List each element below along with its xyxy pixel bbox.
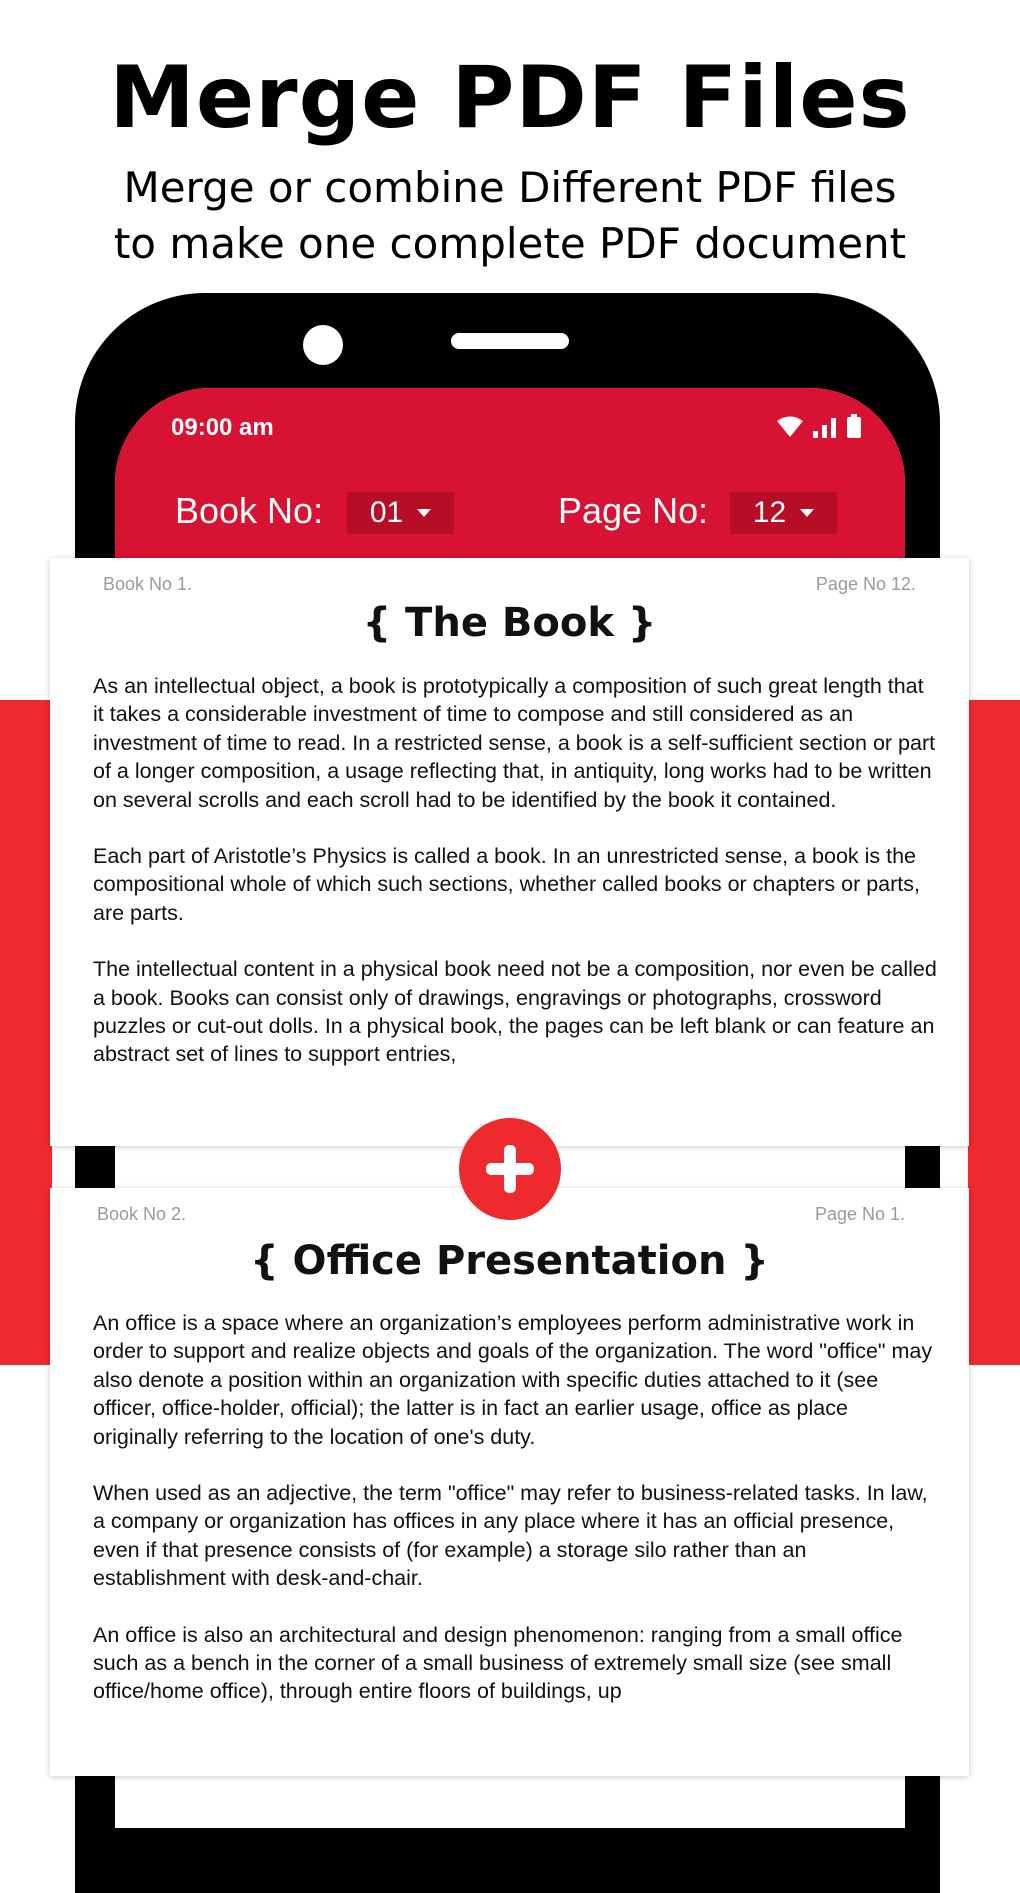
- document-title: { Office Presentation }: [250, 1238, 769, 1284]
- signal-icon: [813, 416, 837, 438]
- document-body: [93, 1309, 938, 1734]
- plus-icon: [484, 1143, 536, 1195]
- document-paragraph: As an intellectual object, a book is prototypically a composition of such great length that it takes a considerable investment of time to compose and still considered as an investment of time to read. In a restricted sense, a book is a self-sufficient section or part of a longer composition, a usage reflecting that, in antiquity, long works had to be written on several scrolls and each scroll had to be identified by the book it contained.: [93, 674, 936, 812]
- camera-dot: [303, 325, 343, 365]
- wifi-icon: [777, 416, 803, 438]
- promo-headline: Merge PDF Files: [109, 48, 911, 148]
- document-card-2[interactable]: [50, 1188, 969, 1776]
- book-number-value: 01: [369, 496, 404, 529]
- document-title: { The Book }: [362, 600, 657, 646]
- page-number-text: Page No 1.: [814, 1204, 905, 1224]
- status-time: 09:00 am: [171, 414, 274, 441]
- merge-add-button[interactable]: [459, 1118, 561, 1220]
- document-paragraph: An office is a space where an organization’s employees perform administrative work in order to support and realize objects and goals of the organization. The word "office" may also denote a position within an organization with specific duties attached to it (see officer, office-holder, official); the latter is in fact an earlier usage, office as place originally referring to the location of one's duty.: [93, 1311, 933, 1449]
- document-paragraph: Each part of Aristotle’s Physics is called a book. In an unrestricted sense, a book is the compositional whole of which such sections, whether called books or chapters or parts, are parts.: [93, 844, 920, 925]
- page-number-text: Page No 12.: [815, 574, 916, 594]
- book-number-label: Book No:: [175, 490, 324, 531]
- document-paragraph: The intellectual content in a physical book need not be a composition, nor even be called a book. Books can consist only of drawings, engravings or photographs, crossword puzzles or cut-out dolls. In a physical book, the pages can be left blank or can feature an abstract set of lines to support entries,: [93, 957, 937, 1067]
- decorative-band-left: [0, 700, 52, 1365]
- book-number-dropdown[interactable]: [347, 492, 454, 534]
- chevron-down-icon: [800, 509, 814, 517]
- page-number-dropdown[interactable]: [730, 492, 837, 534]
- book-number-text: Book No 2.: [97, 1204, 187, 1224]
- status-icons: [777, 414, 861, 438]
- battery-icon: [847, 414, 861, 438]
- document-body: [93, 672, 938, 1097]
- page-number-label: Page No:: [558, 490, 709, 531]
- promo-subline-2: to make one complete PDF document: [113, 219, 907, 268]
- document-paragraph: When used as an adjective, the term "office" may refer to business-related tasks. In law, a company or organization has offices in any place where it has an official presence, even if that presence consists of (for example) a storage silo rather than an establishment with desk-and-chair.: [93, 1481, 928, 1591]
- book-number-text: Book No 1.: [103, 574, 193, 594]
- decorative-band-right: [968, 700, 1020, 1365]
- speaker-slot: [451, 333, 569, 349]
- promo-subline-1: Merge or combine Different PDF files: [123, 163, 897, 212]
- page-number-value: 12: [752, 496, 787, 529]
- document-paragraph: An office is also an architectural and design phenomenon: ranging from a small office such as a bench in the corner of a small business of extremely small size (see small office/home office), through entire floors of buildings, up: [93, 1622, 903, 1704]
- chevron-down-icon: [417, 509, 431, 517]
- document-card-1[interactable]: [50, 558, 969, 1146]
